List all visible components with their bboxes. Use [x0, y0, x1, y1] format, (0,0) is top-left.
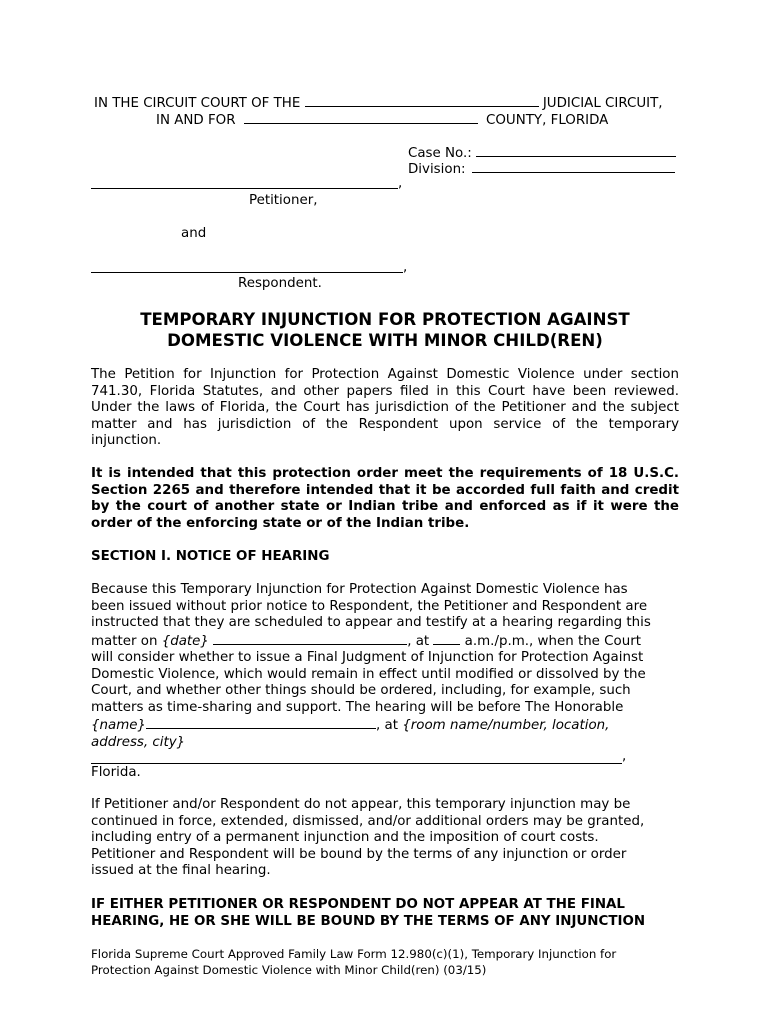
title-line-1: TEMPORARY INJUNCTION FOR PROTECTION AGAINST	[140, 310, 630, 329]
notice-line: instructed that they are scheduled to appear and testify at a hearing regarding this	[91, 615, 651, 630]
at-text: , at	[407, 633, 434, 649]
court-prefix: IN THE CIRCUIT COURT OF THE	[94, 96, 301, 111]
notice-line: Domestic Violence, which would remain in effect until modified or dissolved by the	[91, 666, 646, 682]
location-placeholder-2: address, city}	[91, 734, 186, 750]
judge-location-line	[91, 716, 679, 735]
name-placeholder: {name}	[91, 718, 147, 733]
respondent-label: Respondent.	[238, 276, 322, 291]
division-line	[408, 160, 675, 179]
hearing-date-line	[91, 632, 679, 651]
notice-paragraph	[91, 582, 679, 751]
respondent-name-line	[91, 272, 403, 273]
nonappearance-line: Petitioner and Respondent will be bound by the terms of any injunction or order	[91, 846, 627, 862]
petitioner-name-line	[91, 188, 398, 189]
location-comma: ,	[622, 749, 627, 764]
nonappearance-line: issued at the final hearing.	[91, 863, 271, 878]
county-line	[156, 111, 608, 130]
warning-line: IF EITHER PETITIONER OR RESPONDENT DO NOT APPEAR AT THE FINAL	[91, 897, 625, 912]
notice-line: been issued without prior notice to Respondent, the Petitioner and Respondent are	[91, 598, 648, 614]
document-title	[91, 309, 679, 351]
division-label: Division:	[408, 162, 466, 177]
nonappearance-line: If Petitioner and/or Respondent do not appear, this temporary injunction may be	[91, 797, 631, 812]
time-text: a.m./p.m., when the Court	[460, 633, 641, 649]
case-no-blank	[476, 144, 676, 157]
petitioner-comma: ,	[398, 176, 403, 191]
court-line	[94, 94, 663, 113]
date-blank	[213, 632, 407, 645]
intro-paragraph: The Petition for Injunction for Protection Against Domestic Violence under section 741.30, Florida Statutes, and other papers filed in this Court have been reviewed. Under the laws of Florida, the Court has jurisdiction of the Petitioner and the subject matter and has jurisdiction of the Respondent upon service of the temporary injunction.	[91, 367, 679, 448]
nonappearance-line: including entry of a permanent injunction and the imposition of court costs.	[91, 830, 599, 845]
warning-paragraph	[91, 897, 679, 930]
county-suffix: COUNTY, FLORIDA	[486, 113, 609, 128]
county-blank	[244, 111, 478, 124]
case-no-label: Case No.:	[408, 146, 472, 161]
nonappearance-line: continued in force, extended, dismissed, and/or additional orders may be granted,	[91, 813, 645, 829]
circuit-blank	[305, 94, 539, 107]
nonappearance-paragraph	[91, 797, 679, 880]
respondent-comma: ,	[403, 260, 408, 275]
time-blank	[433, 632, 460, 645]
notice-line: will consider whether to issue a Final Judgment of Injunction for Protection Against	[91, 650, 644, 665]
section-heading: SECTION I. NOTICE OF HEARING	[91, 549, 330, 564]
location-placeholder: {room name/number, location,	[402, 718, 610, 733]
date-placeholder: {date}	[161, 633, 209, 649]
matter-on-text: matter on	[91, 633, 162, 649]
full-faith-paragraph: It is intended that this protection order meet the requirements of 18 U.S.C. Section 2265 and therefore intended that it be accorded full faith and credit by the court of another state or Indian tribe and enforced as if it were the order of the enforcing state or of the Indian tribe.	[91, 466, 679, 531]
court-suffix: JUDICIAL CIRCUIT,	[542, 96, 663, 111]
title-line-2: DOMESTIC VIOLENCE WITH MINOR CHILD(REN)	[167, 331, 603, 350]
notice-line: Court, and whether other things should be ordered, including, for example, such	[91, 683, 631, 698]
division-blank	[472, 160, 675, 173]
form-footer	[91, 947, 616, 978]
and-text: and	[181, 226, 207, 241]
footer-line-1: Florida Supreme Court Approved Family Law Form 12.980(c)(1), Temporary Injunction for	[91, 947, 617, 961]
notice-line: Because this Temporary Injunction for Protection Against Domestic Violence has	[91, 582, 628, 597]
judge-name-blank	[146, 716, 376, 729]
at-text: , at	[376, 718, 403, 733]
florida-text: Florida.	[91, 765, 141, 780]
warning-line: HEARING, HE OR SHE WILL BE BOUND BY THE TERMS OF ANY INJUNCTION	[91, 913, 646, 929]
petitioner-label: Petitioner,	[249, 193, 318, 208]
notice-line: matters as time-sharing and support. The hearing will be before The Honorable	[91, 699, 624, 715]
footer-line-2: Protection Against Domestic Violence with Minor Child(ren) (03/15)	[91, 962, 487, 977]
county-prefix: IN AND FOR	[156, 113, 236, 128]
location-line	[91, 763, 622, 764]
